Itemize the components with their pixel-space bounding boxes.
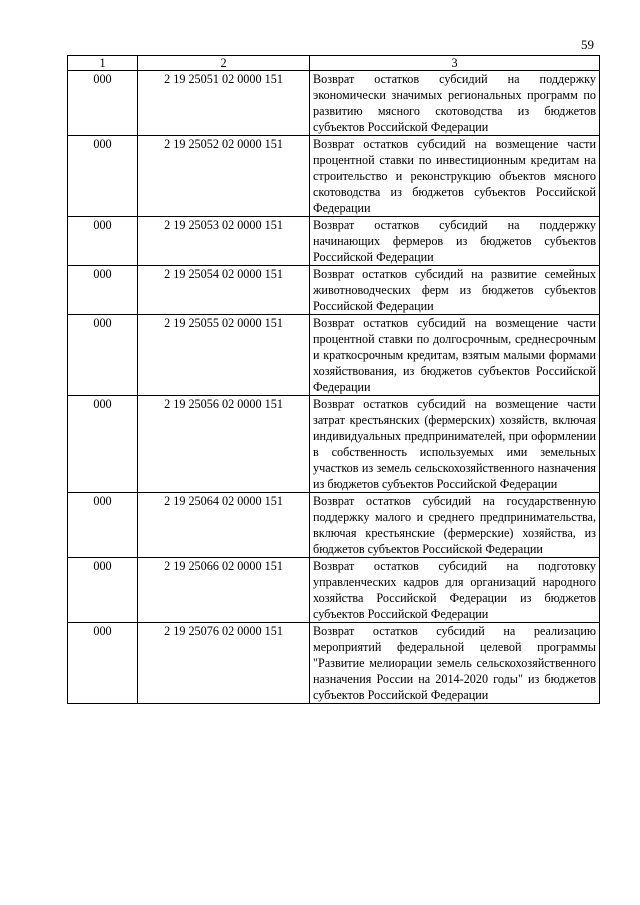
- budget-codes-table: [67, 55, 600, 704]
- table-row: [68, 71, 600, 136]
- admin-code-cell: 000: [68, 71, 138, 136]
- description-cell: Возврат остатков субсидий на возмещение части процентной ставки по инвестиционным кредитам на строительство и реконструкцию объектов мясного скотоводства из бюджетов субъектов Российской Федерации: [310, 136, 600, 217]
- description-cell: Возврат остатков субсидий на подготовку управленческих кадров для организаций народного хозяйства Российской Федерации из бюджетов субъектов Российской Федерации: [310, 558, 600, 623]
- admin-code-cell: 000: [68, 315, 138, 396]
- table-row: [68, 558, 600, 623]
- budget-code-cell: 2 19 25052 02 0000 151: [138, 136, 310, 217]
- budget-code-cell: 2 19 25053 02 0000 151: [138, 217, 310, 266]
- budget-code-cell: 2 19 25051 02 0000 151: [138, 71, 310, 136]
- description-cell: Возврат остатков субсидий на развитие семейных животноводческих ферм из бюджетов субъектов Российской Федерации: [310, 266, 600, 315]
- table-row: [68, 623, 600, 704]
- table-row: [68, 136, 600, 217]
- admin-code-cell: 000: [68, 396, 138, 493]
- page-number: 59: [581, 37, 594, 52]
- table-row: [68, 396, 600, 493]
- budget-code-cell: 2 19 25076 02 0000 151: [138, 623, 310, 704]
- description-cell: Возврат остатков субсидий на поддержку экономически значимых региональных программ по развитию мясного скотоводства из бюджетов субъектов Российской Федерации: [310, 71, 600, 136]
- budget-code-cell: 2 19 25054 02 0000 151: [138, 266, 310, 315]
- table-row: [68, 217, 600, 266]
- table-row: [68, 493, 600, 558]
- budget-code-cell: 2 19 25056 02 0000 151: [138, 396, 310, 493]
- table-row: [68, 266, 600, 315]
- budget-code-cell: 2 19 25066 02 0000 151: [138, 558, 310, 623]
- admin-code-cell: 000: [68, 217, 138, 266]
- description-cell: Возврат остатков субсидий на возмещение части затрат крестьянских (фермерских) хозяйств, включая индивидуальных предпринимателей, при оформлении в собственность используемых ими земельных участков из земель сельскохозяйственного назначения из бюджетов субъектов Российской Федерации: [310, 396, 600, 493]
- budget-code-cell: 2 19 25064 02 0000 151: [138, 493, 310, 558]
- admin-code-cell: 000: [68, 266, 138, 315]
- budget-code-cell: 2 19 25055 02 0000 151: [138, 315, 310, 396]
- admin-code-cell: 000: [68, 623, 138, 704]
- table-row: [68, 315, 600, 396]
- admin-code-cell: 000: [68, 136, 138, 217]
- table-header-row: [68, 56, 600, 71]
- admin-code-cell: 000: [68, 493, 138, 558]
- description-cell: Возврат остатков субсидий на государственную поддержку малого и среднего предпринимательства, включая крестьянские (фермерские) хозяйства, из бюджетов субъектов Российской Федерации: [310, 493, 600, 558]
- description-cell: Возврат остатков субсидий на реализацию мероприятий федеральной целевой программы "Развитие мелиорации земель сельскохозяйственного назначения России на 2014-2020 годы" из бюджетов субъектов Российской Федерации: [310, 623, 600, 704]
- column-header-1: 1: [68, 56, 138, 71]
- admin-code-cell: 000: [68, 558, 138, 623]
- description-cell: Возврат остатков субсидий на возмещение части процентной ставки по долгосрочным, среднесрочным и краткосрочным кредитам, взятым малыми формами хозяйствования, из бюджетов субъектов Российской Федерации: [310, 315, 600, 396]
- column-header-3: 3: [310, 56, 600, 71]
- description-cell: Возврат остатков субсидий на поддержку начинающих фермеров из бюджетов субъектов Российской Федерации: [310, 217, 600, 266]
- column-header-2: 2: [138, 56, 310, 71]
